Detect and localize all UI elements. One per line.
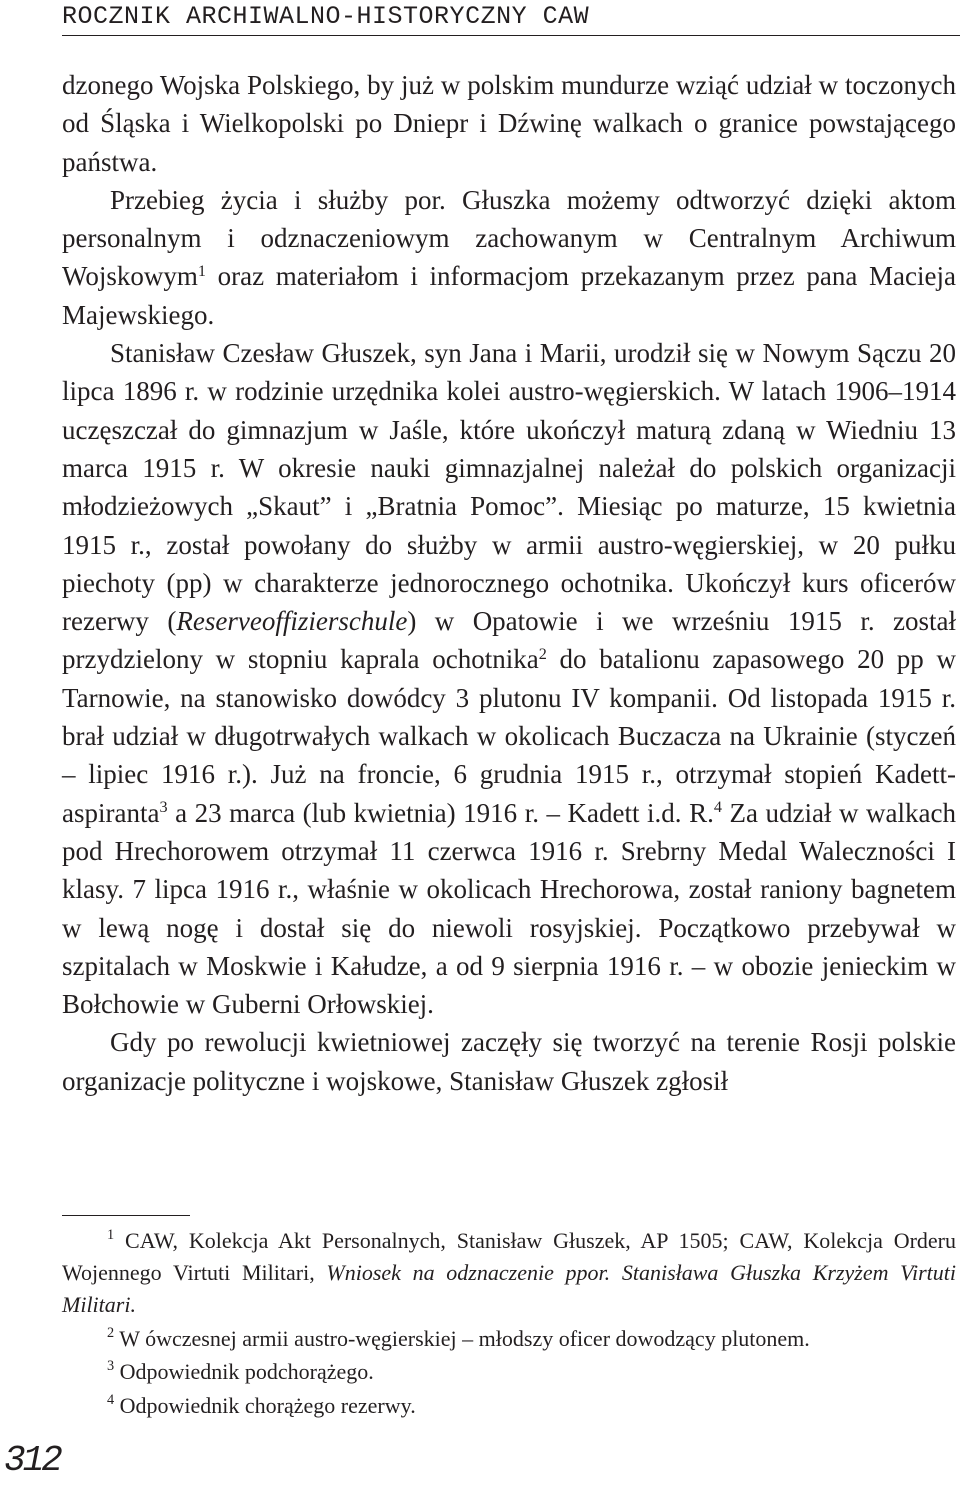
footnote-ref-2[interactable]: 2 (538, 644, 547, 663)
footnote-divider (62, 1215, 190, 1216)
paragraph-1: dzonego Wojska Polskiego, by już w polskim mundurze wziąć udział w toczonych od Śląska i Wielkopolski po Dniepr i Dźwinę walkach o granice powstającego państwa. (62, 70, 956, 177)
paragraph-4: Gdy po rewolucji kwietniowej zaczęły się tworzyć na terenie Rosji polskie organizacje polityczne i wojskowe, Stanisław Głuszek zgłosił (62, 1027, 956, 1096)
footnote-ref-1[interactable]: 1 (197, 261, 206, 280)
running-header (62, 2, 960, 36)
paragraph-3: Stanisław Czesław Głuszek, syn Jana i Marii, urodził się w Nowym Sączu 20 lipca 1896 r. w rodzinie urzędnika kolei austro-węgierskich. W latach 1906–1914 uczęszczał do gimnazjum w Jaśle, które ukończył maturą zdaną w Wiedniu 13 marca 1915 r. W okresie nauki gimnazjalnej należał do polskich organizacji młodzieżowych „Skaut” i „Bratnia Pomoc”. Miesiąc po maturze, 15 kwietnia 1915 r., został powołany do służby w armii austro-węgierskiej, w 20 pułku piechoty (pp) w charakterze jednorocznego ochotnika. Ukończył kurs oficerów rezerwy (Reserveoffizierschule) w Opatowie i we wrześniu 1915 r. został przydzielony w stopniu kaprala ochotnika$^2$ do batalionu zapasowego 20 pp w Tarnowie, na stanowisko dowódcy 3 plutonu IV kompanii. Od listopada 1915 r. brał udział w długotrwałych walkach w okolicach Buczacza na Ukrainie (styczeń – lipiec 1916 r.). Już na froncie, 6 grudnia 1915 r., otrzymał stopień Kadett-aspiranta$^3$ a 23 marca (lub kwietnia) 1916 r. – Kadett i.d. R.$^4$ Za udział w walkach pod Hrechorowem otrzymał 11 czerwca 1916 r. Srebrny Medal Waleczności I klasy. 7 lipca 1916 r., właśnie w okolicach Hrechorowa, został raniony bagnetem w lewą nogę i dostał się do niewoli rosyjskiej. Początkowo przebywał w szpitalach w Moskwie i Kałudze, a od 9 sierpnia 1916 r. – w obozie jenieckim w Bołchowie w Guberni Orłowskiej. (62, 338, 956, 1020)
footnote-ref-3[interactable]: 3 (159, 797, 168, 816)
footnote-ref-4[interactable]: 4 (713, 797, 722, 816)
footnote-2: $^2$ W ówczesnej armii austro-węgierskiej – młodszy oficer dowodzący plutonem. (107, 1324, 810, 1351)
footnote-4: $^4$ Odpowiednik chorążego rezerwy. (107, 1391, 416, 1418)
footnotes (62, 1225, 956, 1423)
italic-term: Reserveoffizierschule (176, 606, 408, 637)
page-number: 312 (4, 1440, 60, 1481)
paragraph-2: Przebieg życia i służby por. Głuszka możemy odtworzyć dzięki aktom personalnym i odznaczeniowym zachowanym w Centralnym Archiwum Wojskowym$^1$ oraz materiałom i informacjom przekazanym przez pana Macieja Majewskiego. (62, 184, 956, 330)
footnote-3: $^3$ Odpowiednik podchorążego. (107, 1358, 374, 1384)
journal-title: ROCZNIK ARCHIWALNO-HISTORYCZNY CAW (62, 2, 590, 31)
main-text (62, 66, 956, 1100)
footnote-1: $^1$ CAW, Kolekcja Akt Personalnych, Stanisław Głuszek, AP 1505; CAW, Kolekcja Orderu Wojennego Virtuti Militari, Wniosek na odznaczenie ppor. Stanisława Głuszka Krzyżem Virtuti Militari. (62, 1227, 956, 1317)
